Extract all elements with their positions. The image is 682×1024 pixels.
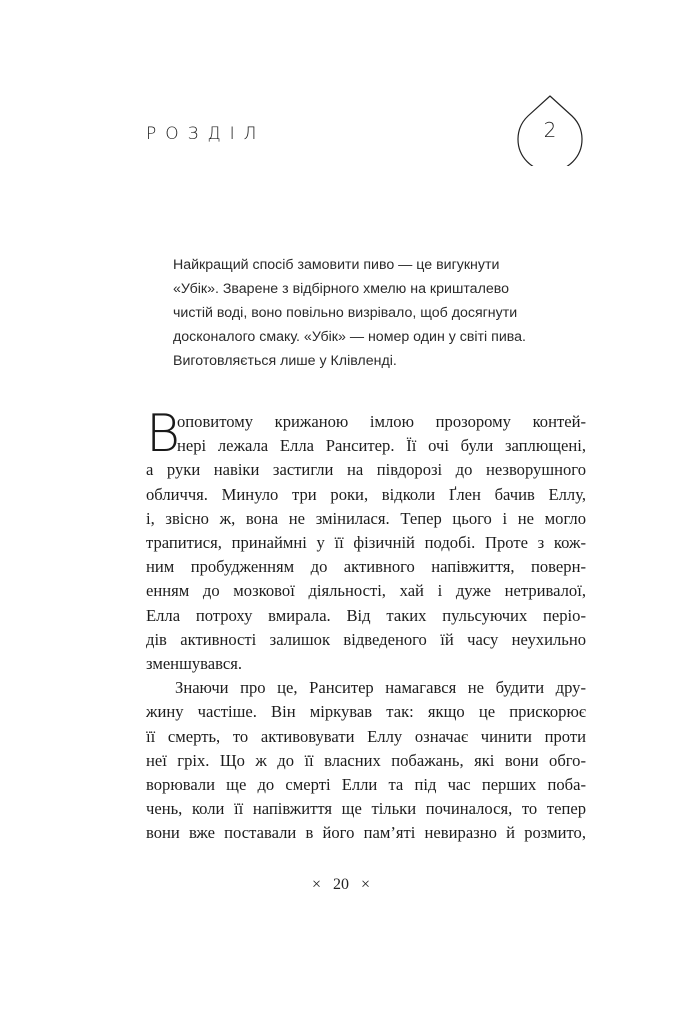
body-line: енням до мозкової діяльності, хай і дуже нетривалої, — [146, 581, 586, 601]
epigraph-line: чистій воді, воно повільно визрівало, щоб досягнути — [173, 305, 518, 321]
body-line: нері лежала Елла Ранситер. Її очі були заплющені, — [177, 436, 586, 456]
page-number — [0, 876, 682, 894]
body-line: обличчя. Минуло три роки, відколи Ґлен бачив Еллу, — [146, 484, 586, 504]
body-line: ним пробудженням до активного напівжиття, поверн- — [146, 557, 586, 577]
epigraph-line: «Убік». Зварене з відбірного хмелю на кришталево — [173, 281, 510, 297]
body-line: її смерть, то активовувати Еллу означає чинити проти — [146, 726, 586, 746]
body-line: неї гріх. Що ж до її власних побажань, які вони обго- — [146, 750, 586, 770]
body-text — [146, 404, 586, 846]
body-line: оповитому крижаною імлою прозорому контей- — [177, 412, 586, 431]
chapter-number: 2 — [543, 118, 557, 142]
body-line: зменшувався. — [146, 654, 243, 674]
epigraph-line: Виготовляється лише у Клівленді. — [173, 353, 397, 369]
epigraph — [173, 253, 593, 373]
body-line: а руки навіки застигли на півдорозі до незворушного — [146, 460, 586, 480]
body-line: і, звісно ж, вона не змінилася. Тепер цього і не могло — [146, 508, 586, 528]
body-line: жину частіше. Він міркував так: якщо це прискорює — [146, 702, 586, 722]
epigraph-line: Найкращий спосіб замовити пиво — це вигукнути — [173, 257, 500, 273]
epigraph-line: досконалого смаку. «Убік» — номер один у світі пива. — [173, 329, 526, 345]
body-line: дів активності залишок відведеного їй часу неухильно — [146, 629, 586, 649]
body-line: вони вже поставали в його пам’яті невиразно й розмито, — [146, 823, 586, 843]
folio-mark-left: × — [311, 876, 321, 893]
folio-number: 20 — [333, 876, 349, 893]
folio-mark-right: × — [361, 876, 371, 893]
drop-cap: В — [146, 404, 181, 464]
body-line: Елла потроху вмирала. Від таких пульсуючих періо- — [146, 605, 586, 625]
body-line: ворювали ще до смерті Елли та під час перших поба- — [146, 775, 586, 795]
body-line: чень, коли її напівжиття ще тільки починалося, то тепер — [146, 799, 586, 819]
body-line: трапитися, принаймні у її фізичній подобі. Проте з кож- — [146, 533, 586, 553]
body-line: Знаючи про це, Ранситер намагався не будити дру- — [175, 678, 586, 698]
chapter-label: РОЗДІЛ — [146, 124, 266, 144]
